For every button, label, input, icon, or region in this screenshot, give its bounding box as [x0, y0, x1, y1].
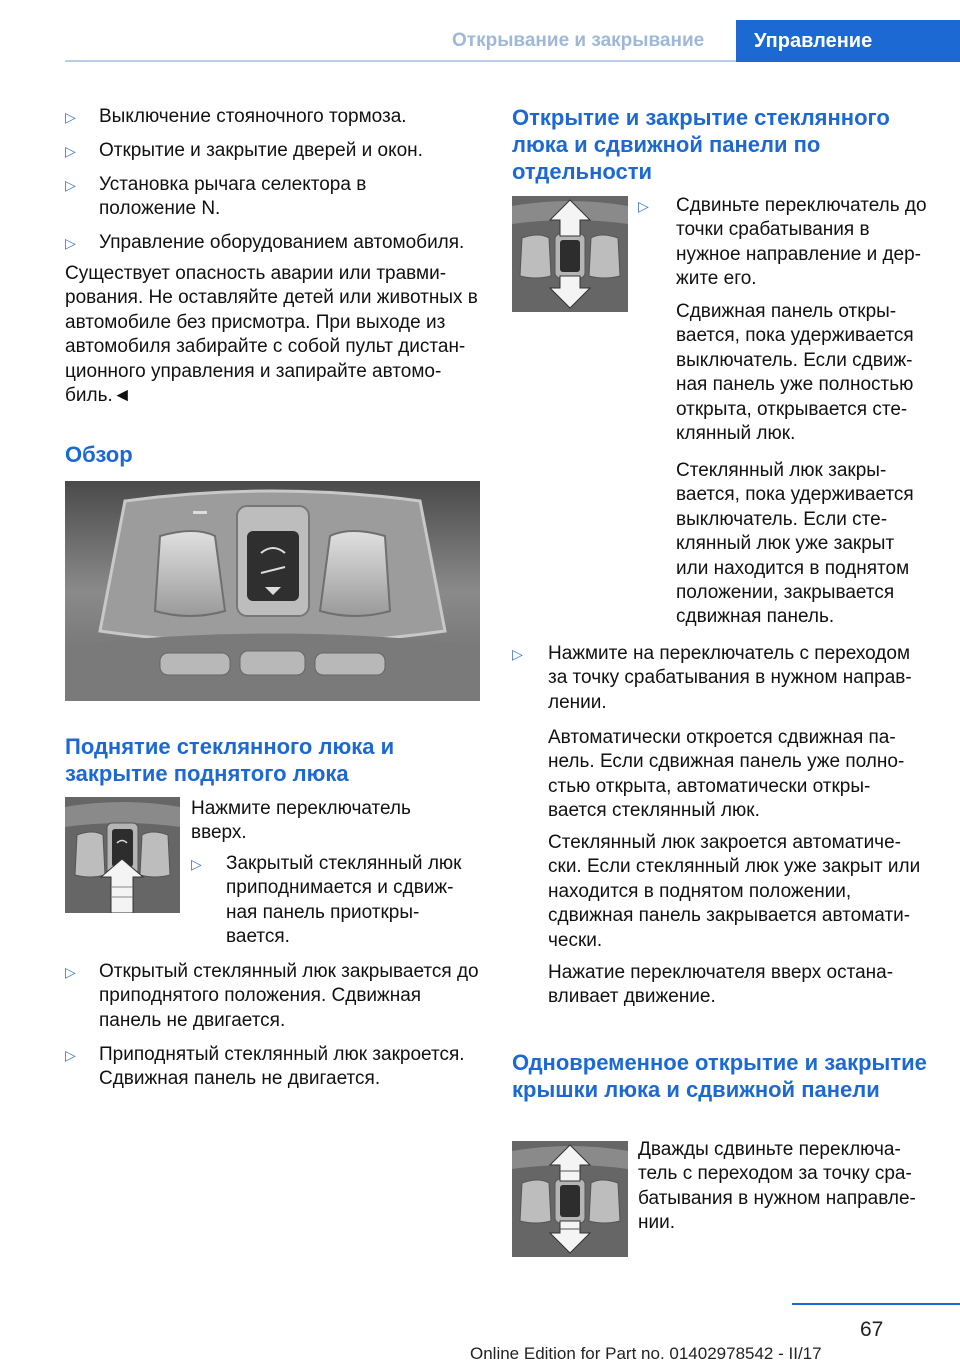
switch-double-image: [512, 1141, 628, 1257]
triangle-bullet-icon: ▷: [65, 1047, 76, 1063]
list-item: ▷ Установка рычага селектора в положение N.: [65, 174, 367, 220]
triangle-bullet-icon: ▷: [65, 177, 76, 193]
list-item: ▷ Открытый стеклянный люк закрывается до приподнятого положения. Сдвижная панель не двигается.: [65, 961, 479, 1031]
separate-heading: Открытие и закрытие стеклянного люка и сдвижной панели по отдельности: [512, 105, 890, 184]
separate-paragraph-2: Стеклянный люк закры-вается, пока удерживается выключатель. Если сте-клянный люк уже закрыт или находится в поднятом положении, закрывается сдвижная панель.: [676, 460, 914, 628]
overview-heading: Обзор: [65, 442, 133, 467]
triangle-bullet-icon: ▷: [191, 856, 202, 872]
list-item: ▷ Управление оборудованием автомобиля.: [65, 231, 480, 257]
list-item: ▷ Выключение стояночного тормоза.: [65, 105, 480, 131]
list-item: ▷ Сдвиньте переключатель до точки срабатывания в нужное направление и дер-жите его.: [638, 195, 927, 290]
header-section: Открывание и закрывание: [452, 30, 705, 51]
list-item: ▷ Открытие и закрытие дверей и окон.: [65, 139, 480, 165]
raise-heading: Поднятие стеклянного люка и закрытие поднятого люка: [65, 734, 395, 786]
triangle-bullet-icon: ▷: [65, 235, 76, 251]
simultaneous-photo: [512, 1141, 628, 1257]
separate-paragraph-1: Сдвижная панель откры-вается, пока удерживается выключатель. Если сдвиж-ная панель уже полностью открыта, открывается сте-клянный люк.: [676, 301, 914, 445]
raise-intro: Нажмите переключатель вверх.: [191, 798, 411, 844]
simultaneous-text: Дважды сдвиньте переключа-тель с переходом за точку сра-батывания в нужном направле-нии.: [638, 1139, 916, 1234]
separate-photo: [512, 196, 628, 312]
page-number: 67: [860, 1318, 884, 1341]
list-item: ▷ Приподнятый стеклянный люк закроется. Сдвижная панель не двигается.: [65, 1044, 465, 1090]
roof-console-image: [65, 481, 480, 701]
separate-paragraph-3: Автоматически откроется сдвижная па-нель. Если сдвижная панель уже полно-стью открыта, автоматически откры-вается стеклянный люк.: [548, 727, 905, 822]
triangle-bullet-icon: ▷: [65, 964, 76, 980]
warning-paragraph: Существует опасность аварии или травми-рования. Не оставляйте детей или животных в автомобиле без присмотра. При выходе из автомобиля забирайте с собой пульт дистан-ционного управления и запирайте автомо-биль.◄: [65, 263, 478, 407]
header-chapter-tab: Управление: [736, 20, 960, 62]
list-item: ▷ Закрытый стеклянный люк приподнимается и сдвиж-ная панель приоткры-вается.: [191, 853, 462, 948]
simultaneous-heading: Одновременное открытие и закрытие крышки люка и сдвижной панели: [512, 1050, 927, 1102]
switch-updown-image: [512, 196, 628, 312]
switch-up-image: [65, 797, 180, 913]
raise-photo: [65, 797, 180, 913]
triangle-bullet-icon: ▷: [65, 109, 76, 125]
separate-paragraph-5: Нажатие переключателя вверх остана-вливает движение.: [548, 962, 894, 1008]
list-item: ▷ Нажмите на переключатель с переходом за точку срабатывания в нужном направ-лении.: [512, 643, 912, 713]
overview-photo: [65, 481, 480, 701]
triangle-bullet-icon: ▷: [638, 198, 649, 214]
separate-paragraph-4: Стеклянный люк закроется автоматиче-ски. Если стеклянный люк уже закрыт или находится в поднятом положении, сдвижная панель закрывается автомати-чески.: [548, 832, 921, 951]
footer-rule: [792, 1303, 960, 1305]
edition-note: Online Edition for Part no. 01402978542 - II/17: [470, 1344, 822, 1363]
triangle-bullet-icon: ▷: [65, 143, 76, 159]
triangle-bullet-icon: ▷: [512, 646, 523, 662]
